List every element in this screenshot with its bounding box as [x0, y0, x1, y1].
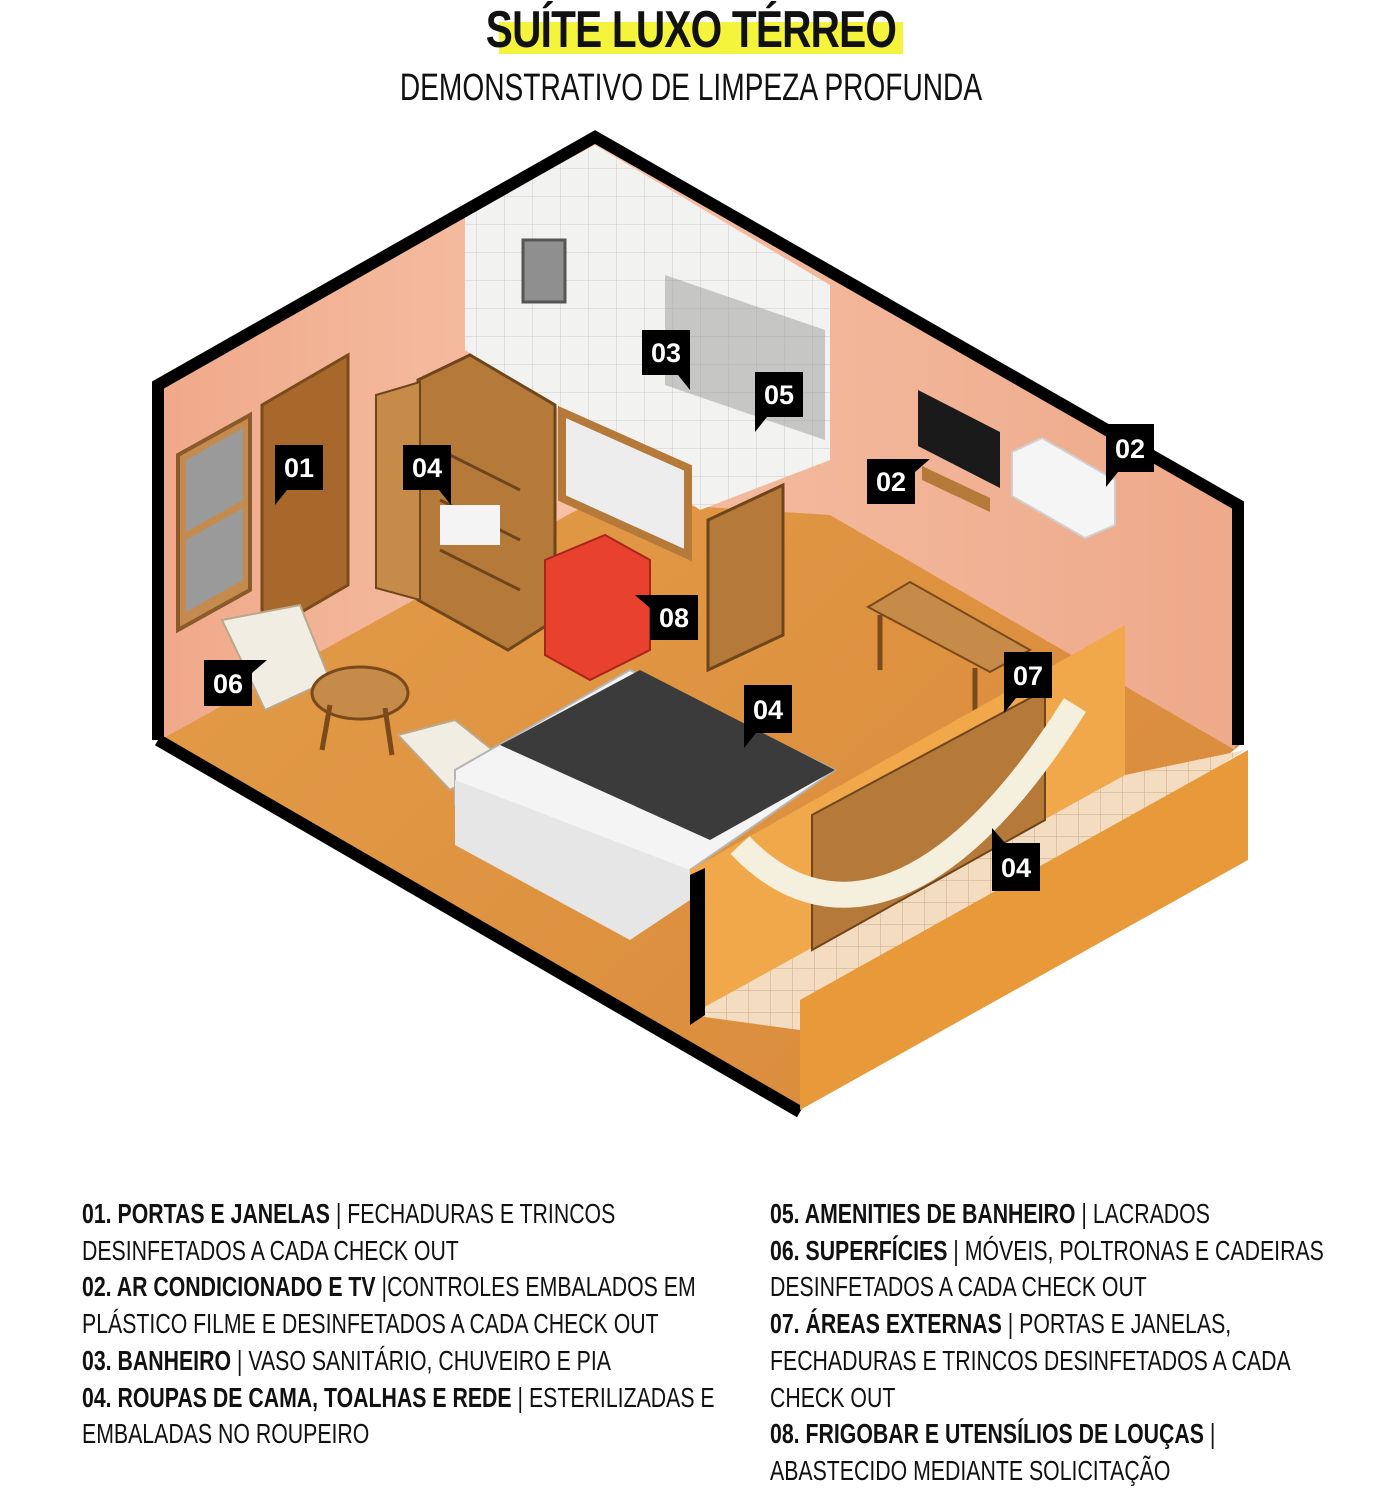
legend-item	[82, 1343, 736, 1380]
marker-label: 05	[763, 380, 795, 410]
marker-label: 04	[752, 695, 784, 725]
legend-text: MÓVEIS, POLTRONAS E CADEIRAS DESINFETADOS A CADA CHECK OUT	[770, 1234, 1324, 1303]
marker-label: 03	[650, 338, 682, 368]
legend-text: PORTAS E JANELAS, FECHADURAS E TRINCOS DESINFETADOS A CADA CHECK OUT	[770, 1308, 1290, 1413]
marker-label: 04	[411, 453, 443, 483]
legend-label: 03. BANHEIRO	[82, 1344, 231, 1376]
door	[262, 355, 348, 635]
legend-label: 07. ÁREAS EXTERNAS	[770, 1308, 1002, 1340]
legend-right	[770, 1196, 1336, 1490]
legend-text: ABASTECIDO MEDIANTE SOLICITAÇÃO	[770, 1454, 1171, 1486]
legend-item	[770, 1196, 1336, 1233]
legend-text: LACRADOS	[1092, 1198, 1210, 1229]
legend-separator: |	[375, 1271, 388, 1303]
bathroom-window	[523, 240, 565, 302]
marker-label: 02	[875, 467, 907, 497]
legend-label: 05. AMENITIES DE BANHEIRO	[770, 1198, 1076, 1229]
legend-text: VASO SANITÁRIO, CHUVEIRO E PIA	[248, 1344, 611, 1376]
wardrobe	[418, 355, 555, 650]
marker-label: 08	[658, 603, 690, 633]
legend-separator: |	[511, 1381, 529, 1413]
legend-separator: |	[230, 1344, 249, 1376]
page-subtitle: DEMONSTRATIVO DE LIMPEZA PROFUNDA	[399, 67, 983, 109]
legend-separator: |	[1203, 1418, 1216, 1450]
legend-item	[82, 1380, 736, 1453]
marker-label: 06	[212, 669, 244, 699]
marker-label: 01	[283, 453, 315, 483]
marker-label: 07	[1012, 661, 1044, 691]
legend-text: FECHADURAS E TRINCOS DESINFETADOS A CADA CHECK OUT	[82, 1198, 616, 1266]
legend-item	[770, 1416, 1336, 1489]
legend-text: CONTROLES EMBALADOS EM PLÁSTICO FILME E DESINFETADOS A CADA CHECK OUT	[82, 1271, 696, 1340]
marker-label: 02	[1114, 434, 1146, 464]
legend-item	[82, 1269, 736, 1342]
legend-left	[82, 1196, 736, 1453]
legend-item	[82, 1196, 736, 1269]
marker-label: 04	[1000, 853, 1032, 883]
legend-label: 06. SUPERFÍCIES	[770, 1234, 948, 1266]
legend-separator: |	[1001, 1308, 1020, 1340]
legend-label: 08. FRIGOBAR E UTENSÍLIOS DE LOUÇAS	[770, 1418, 1204, 1450]
page-title: SUÍTE LUXO TÉRREO	[485, 1, 897, 59]
fridge	[545, 535, 650, 680]
legend-label: 02. AR CONDICIONADO E TV	[82, 1271, 376, 1303]
legend-separator: |	[1075, 1198, 1093, 1229]
legend-label: 01. PORTAS E JANELAS	[82, 1198, 330, 1229]
legend-item	[770, 1306, 1336, 1416]
legend-separator: |	[329, 1198, 348, 1229]
legend-item	[770, 1233, 1336, 1306]
legend-label: 04. ROUPAS DE CAMA, TOALHAS E REDE	[82, 1381, 512, 1413]
legend-text: ESTERILIZADAS E EMBALADAS NO ROUPEIRO	[82, 1381, 715, 1450]
legend-separator: |	[947, 1234, 965, 1266]
